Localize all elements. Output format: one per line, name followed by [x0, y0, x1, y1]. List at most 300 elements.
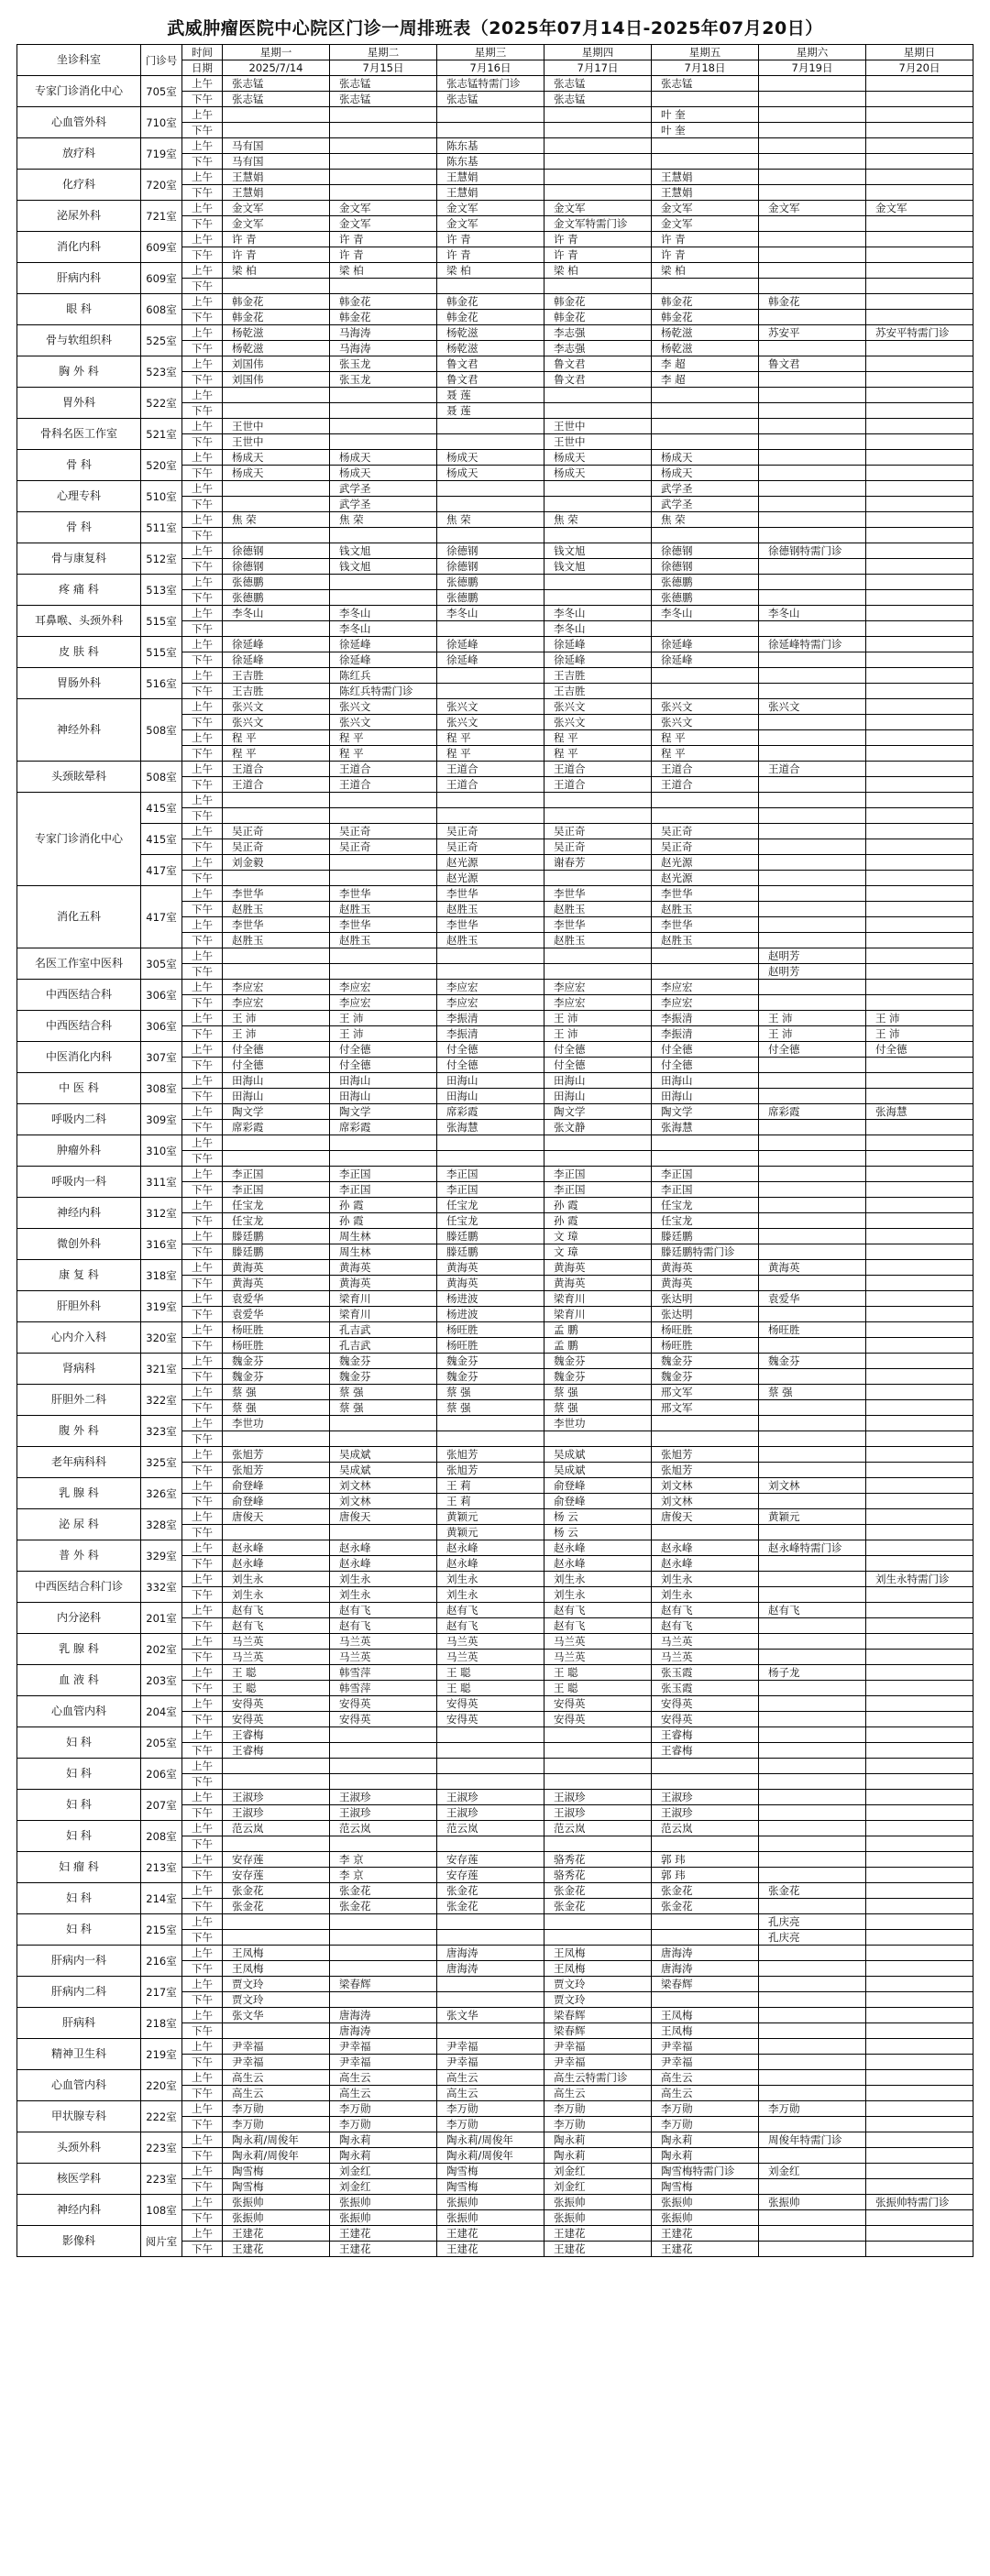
schedule-row	[17, 1198, 974, 1213]
period-label: 上午	[182, 356, 223, 372]
doctor-cell	[330, 185, 437, 201]
doctor-cell: 张海慧	[652, 1120, 759, 1135]
doctor-cell: 程 平	[544, 746, 652, 762]
doctor-cell: 杨成天	[437, 466, 544, 481]
doctor-cell	[223, 964, 330, 980]
doctor-cell: 俞登峰	[223, 1494, 330, 1509]
doctor-cell: 韩金花	[223, 310, 330, 325]
room-number: 217室	[141, 1977, 182, 2008]
schedule-row	[17, 1572, 974, 1587]
doctor-cell: 王世中	[544, 419, 652, 434]
doctor-cell: 王建花	[330, 2226, 437, 2242]
doctor-cell: 金文军特需门诊	[544, 216, 652, 232]
doctor-cell: 李世华	[223, 917, 330, 933]
doctor-cell: 王建花	[437, 2226, 544, 2242]
doctor-cell: 陈东基	[437, 154, 544, 170]
doctor-cell: 马兰英	[437, 1634, 544, 1650]
doctor-cell	[759, 1167, 866, 1182]
period-label: 下午	[182, 154, 223, 170]
room-number: 512室	[141, 543, 182, 575]
doctor-cell	[759, 2023, 866, 2039]
doctor-cell: 韩金花	[330, 310, 437, 325]
doctor-cell: 马兰英	[330, 1634, 437, 1650]
doctor-cell: 唐海涛	[652, 1946, 759, 1961]
department-name: 康 复 科	[17, 1260, 141, 1291]
doctor-cell: 王睿梅	[223, 1727, 330, 1743]
doctor-cell	[652, 138, 759, 154]
schedule-row	[17, 2008, 974, 2023]
doctor-cell	[866, 1478, 974, 1494]
doctor-cell	[330, 388, 437, 403]
period-label: 上午	[182, 1821, 223, 1836]
doctor-cell: 王睿梅	[223, 1743, 330, 1759]
doctor-cell	[866, 808, 974, 824]
doctor-cell	[866, 341, 974, 356]
doctor-cell: 唐俊天	[223, 1509, 330, 1525]
period-label: 下午	[182, 1182, 223, 1198]
schedule-row	[17, 2132, 974, 2148]
doctor-cell: 徐德钢	[652, 543, 759, 559]
doctor-cell: 韩金花	[544, 310, 652, 325]
doctor-cell: 魏金芬	[437, 1369, 544, 1385]
doctor-cell: 韩金花	[223, 294, 330, 310]
doctor-cell: 李万勋	[544, 2117, 652, 2132]
doctor-cell: 张振帅	[330, 2210, 437, 2226]
doctor-cell: 王 沛	[223, 1026, 330, 1042]
doctor-cell	[759, 746, 866, 762]
period-label: 上午	[182, 481, 223, 497]
doctor-cell: 安得英	[223, 1712, 330, 1727]
doctor-cell: 张兴文	[223, 699, 330, 715]
doctor-cell	[759, 2039, 866, 2055]
header-department: 坐诊科室	[17, 45, 141, 76]
period-label: 下午	[182, 1992, 223, 2008]
room-number: 108室	[141, 2195, 182, 2226]
doctor-cell: 王 沛	[544, 1011, 652, 1026]
doctor-cell: 金文军	[330, 201, 437, 216]
doctor-cell	[866, 1696, 974, 1712]
doctor-cell: 张旭芳	[437, 1447, 544, 1463]
doctor-cell: 张兴文	[330, 699, 437, 715]
doctor-cell	[866, 2070, 974, 2086]
doctor-cell	[866, 92, 974, 107]
doctor-cell: 贾文玲	[544, 1977, 652, 1992]
doctor-cell	[759, 1572, 866, 1587]
period-label: 下午	[182, 1369, 223, 1385]
doctor-cell: 张旭芳	[437, 1463, 544, 1478]
doctor-cell: 骆秀花	[544, 1852, 652, 1868]
doctor-cell: 蔡 强	[437, 1385, 544, 1400]
department-name: 肿瘤外科	[17, 1135, 141, 1167]
header-row-days	[17, 45, 974, 60]
doctor-cell: 孙 霞	[330, 1198, 437, 1213]
doctor-cell: 张玉霞	[652, 1681, 759, 1696]
doctor-cell: 李应宏	[330, 995, 437, 1011]
doctor-cell	[759, 1836, 866, 1852]
doctor-cell: 王道合	[759, 762, 866, 777]
doctor-cell: 魏金芬	[652, 1369, 759, 1385]
doctor-cell	[759, 1213, 866, 1229]
doctor-cell: 刘生永	[437, 1572, 544, 1587]
doctor-cell	[866, 1494, 974, 1509]
doctor-cell	[866, 917, 974, 933]
period-label: 下午	[182, 1650, 223, 1665]
period-label: 下午	[182, 2148, 223, 2164]
doctor-cell	[330, 434, 437, 450]
doctor-cell	[223, 948, 330, 964]
doctor-cell: 蔡 强	[223, 1385, 330, 1400]
doctor-cell	[437, 1727, 544, 1743]
period-label: 上午	[182, 1759, 223, 1774]
room-number: 329室	[141, 1540, 182, 1572]
doctor-cell: 陶永莉/周俊年	[437, 2132, 544, 2148]
doctor-cell: 黄颖元	[437, 1509, 544, 1525]
period-label: 上午	[182, 1696, 223, 1712]
doctor-cell	[866, 2039, 974, 2055]
doctor-cell	[544, 808, 652, 824]
doctor-cell: 张志锰	[544, 92, 652, 107]
doctor-cell: 付全德	[223, 1058, 330, 1073]
doctor-cell: 刘文林	[759, 1478, 866, 1494]
doctor-cell: 武学圣	[652, 481, 759, 497]
department-name: 肝病内一科	[17, 1946, 141, 1977]
room-number: 417室	[141, 855, 182, 886]
doctor-cell: 王淑珍	[652, 1805, 759, 1821]
doctor-cell	[866, 216, 974, 232]
period-label: 下午	[182, 995, 223, 1011]
doctor-cell	[759, 2070, 866, 2086]
doctor-cell	[866, 2164, 974, 2179]
doctor-cell	[759, 279, 866, 294]
doctor-cell	[866, 2210, 974, 2226]
doctor-cell	[866, 2101, 974, 2117]
doctor-cell	[330, 1961, 437, 1977]
doctor-cell	[223, 1914, 330, 1930]
doctor-cell	[866, 466, 974, 481]
doctor-cell: 张振帅	[437, 2195, 544, 2210]
period-label: 下午	[182, 652, 223, 668]
doctor-cell	[223, 481, 330, 497]
doctor-cell: 程 平	[437, 746, 544, 762]
doctor-cell: 安得英	[223, 1696, 330, 1712]
department-name: 放疗科	[17, 138, 141, 170]
doctor-cell: 王建花	[652, 2226, 759, 2242]
doctor-cell: 唐海涛	[652, 1961, 759, 1977]
doctor-cell	[866, 232, 974, 247]
doctor-cell	[544, 1431, 652, 1447]
doctor-cell: 张振帅	[544, 2195, 652, 2210]
doctor-cell	[759, 777, 866, 793]
doctor-cell	[759, 1447, 866, 1463]
doctor-cell	[866, 1618, 974, 1634]
doctor-cell: 杨旺胜	[759, 1322, 866, 1338]
doctor-cell: 张金花	[652, 1883, 759, 1899]
doctor-cell	[759, 92, 866, 107]
doctor-cell	[759, 1992, 866, 2008]
schedule-row	[17, 1914, 974, 1930]
period-label: 下午	[182, 528, 223, 543]
doctor-cell	[866, 419, 974, 434]
doctor-cell	[866, 855, 974, 871]
doctor-cell: 陶雪梅	[223, 2164, 330, 2179]
doctor-cell	[866, 1587, 974, 1603]
doctor-cell	[866, 699, 974, 715]
doctor-cell: 田海山	[544, 1089, 652, 1104]
doctor-cell: 陶文学	[330, 1104, 437, 1120]
doctor-cell: 赵胜玉	[652, 902, 759, 917]
doctor-cell: 李世功	[223, 1416, 330, 1431]
doctor-cell	[866, 1992, 974, 2008]
schedule-row	[17, 1011, 974, 1026]
doctor-cell: 王 沛	[759, 1011, 866, 1026]
doctor-cell: 孟 鹏	[544, 1322, 652, 1338]
doctor-cell	[759, 1182, 866, 1198]
period-label: 上午	[182, 2226, 223, 2242]
period-label: 下午	[182, 1494, 223, 1509]
period-label: 下午	[182, 1712, 223, 1727]
doctor-cell: 李万勋	[652, 2101, 759, 2117]
doctor-cell	[759, 1089, 866, 1104]
doctor-cell: 李冬山	[544, 606, 652, 621]
doctor-cell: 李世华	[330, 917, 437, 933]
doctor-cell: 任宝龙	[223, 1213, 330, 1229]
doctor-cell	[866, 1229, 974, 1244]
doctor-cell	[759, 263, 866, 279]
doctor-cell: 李冬山	[759, 606, 866, 621]
doctor-cell	[759, 2179, 866, 2195]
doctor-cell: 李冬山	[223, 606, 330, 621]
period-label: 下午	[182, 466, 223, 481]
doctor-cell: 席彩霞	[437, 1104, 544, 1120]
department-name: 泌 尿 科	[17, 1509, 141, 1540]
doctor-cell: 张德鹏	[437, 575, 544, 590]
doctor-cell	[759, 528, 866, 543]
room-number: 318室	[141, 1260, 182, 1291]
doctor-cell: 王道合	[330, 777, 437, 793]
room-number: 307室	[141, 1042, 182, 1073]
doctor-cell	[759, 902, 866, 917]
doctor-cell: 马兰英	[652, 1650, 759, 1665]
doctor-cell	[759, 403, 866, 419]
period-label: 下午	[182, 1587, 223, 1603]
doctor-cell	[866, 1307, 974, 1322]
period-label: 下午	[182, 2117, 223, 2132]
department-name: 妇 科	[17, 1727, 141, 1759]
doctor-cell	[866, 746, 974, 762]
doctor-cell	[759, 1759, 866, 1774]
schedule-row	[17, 1634, 974, 1650]
doctor-cell: 陈东基	[437, 138, 544, 154]
doctor-cell: 赵永峰	[437, 1556, 544, 1572]
doctor-cell	[866, 1540, 974, 1556]
department-name: 心理专科	[17, 481, 141, 512]
doctor-cell	[759, 154, 866, 170]
doctor-cell: 魏金芬	[437, 1354, 544, 1369]
doctor-cell	[437, 1743, 544, 1759]
schedule-row	[17, 481, 974, 497]
doctor-cell	[866, 575, 974, 590]
doctor-cell: 杨旺胜	[223, 1322, 330, 1338]
doctor-cell: 唐海涛	[330, 2023, 437, 2039]
doctor-cell: 陶雪梅	[437, 2179, 544, 2195]
doctor-cell: 付全德	[437, 1058, 544, 1073]
doctor-cell	[544, 1727, 652, 1743]
doctor-cell: 赵胜玉	[330, 902, 437, 917]
doctor-cell: 范云岚	[223, 1821, 330, 1836]
doctor-cell: 金文军	[330, 216, 437, 232]
doctor-cell	[652, 948, 759, 964]
period-label: 上午	[182, 232, 223, 247]
schedule-row	[17, 1665, 974, 1681]
doctor-cell: 张文静	[544, 1120, 652, 1135]
doctor-cell	[330, 948, 437, 964]
doctor-cell: 韩金花	[330, 294, 437, 310]
doctor-cell: 徐延峰	[330, 652, 437, 668]
doctor-cell: 张文华	[437, 2008, 544, 2023]
doctor-cell: 袁爱华	[223, 1291, 330, 1307]
doctor-cell: 王慧娟	[437, 185, 544, 201]
doctor-cell: 张金花	[544, 1899, 652, 1914]
doctor-cell: 刘金红	[544, 2179, 652, 2195]
department-name: 心内介入科	[17, 1322, 141, 1354]
doctor-cell: 滕廷鹏	[437, 1244, 544, 1260]
doctor-cell: 蔡 强	[223, 1400, 330, 1416]
schedule-row	[17, 450, 974, 466]
department-name: 影像科	[17, 2226, 141, 2257]
doctor-cell: 赵胜玉	[437, 902, 544, 917]
doctor-cell	[223, 528, 330, 543]
schedule-row	[17, 1977, 974, 1992]
doctor-cell	[437, 1914, 544, 1930]
period-label: 下午	[182, 1400, 223, 1416]
doctor-cell: 李应宏	[544, 995, 652, 1011]
room-number: 319室	[141, 1291, 182, 1322]
period-label: 上午	[182, 1260, 223, 1276]
doctor-cell	[652, 1992, 759, 2008]
doctor-cell: 马兰英	[437, 1650, 544, 1665]
doctor-cell: 徐延峰	[223, 637, 330, 652]
schedule-row	[17, 294, 974, 310]
doctor-cell	[866, 279, 974, 294]
doctor-cell	[544, 590, 652, 606]
doctor-cell	[759, 1135, 866, 1151]
doctor-cell: 王 聪	[544, 1681, 652, 1696]
doctor-cell: 马兰英	[223, 1634, 330, 1650]
doctor-cell: 黄海英	[652, 1276, 759, 1291]
doctor-cell: 杨乾滋	[437, 325, 544, 341]
schedule-row	[17, 1696, 974, 1712]
doctor-cell	[866, 1836, 974, 1852]
doctor-cell: 马有国	[223, 138, 330, 154]
doctor-cell	[544, 1151, 652, 1167]
doctor-cell: 陶永莉	[544, 2148, 652, 2164]
schedule-row	[17, 637, 974, 652]
doctor-cell: 付全德	[759, 1042, 866, 1058]
doctor-cell: 李正国	[223, 1167, 330, 1182]
doctor-cell	[759, 2008, 866, 2023]
period-label: 下午	[182, 2055, 223, 2070]
doctor-cell: 李正国	[330, 1182, 437, 1198]
doctor-cell	[437, 1930, 544, 1946]
doctor-cell	[759, 1244, 866, 1260]
doctor-cell: 李万勋	[437, 2101, 544, 2117]
doctor-cell	[759, 1338, 866, 1354]
room-number: 阅片室	[141, 2226, 182, 2257]
doctor-cell: 刘生永特需门诊	[866, 1572, 974, 1587]
doctor-cell: 席彩霞	[223, 1120, 330, 1135]
department-name: 妇 科	[17, 1759, 141, 1790]
doctor-cell	[866, 76, 974, 92]
doctor-cell	[544, 1930, 652, 1946]
period-label: 上午	[182, 1727, 223, 1743]
doctor-cell: 李 超	[652, 356, 759, 372]
doctor-cell: 张德鹏	[652, 575, 759, 590]
schedule-row	[17, 1042, 974, 1058]
doctor-cell: 程 平	[652, 746, 759, 762]
doctor-cell	[759, 1774, 866, 1790]
doctor-cell: 许 青	[652, 232, 759, 247]
doctor-cell: 徐延峰	[544, 652, 652, 668]
doctor-cell: 滕廷鹏	[223, 1244, 330, 1260]
schedule-row	[17, 1603, 974, 1618]
doctor-cell	[330, 403, 437, 419]
doctor-cell: 孔吉武	[330, 1338, 437, 1354]
department-name: 乳 腺 科	[17, 1634, 141, 1665]
doctor-cell: 吴正奇	[330, 824, 437, 839]
doctor-cell: 许 青	[437, 232, 544, 247]
doctor-cell: 张志锰	[223, 92, 330, 107]
doctor-cell: 李世华	[437, 917, 544, 933]
schedule-row	[17, 1790, 974, 1805]
doctor-cell: 王 沛	[759, 1026, 866, 1042]
doctor-cell: 王吉胜	[544, 668, 652, 684]
department-name: 中医消化内科	[17, 1042, 141, 1073]
doctor-cell: 陶雪梅	[223, 2179, 330, 2195]
schedule-row	[17, 1229, 974, 1244]
doctor-cell: 金文军	[223, 201, 330, 216]
room-number: 516室	[141, 668, 182, 699]
period-label: 下午	[182, 1463, 223, 1478]
schedule-row	[17, 543, 974, 559]
period-label: 下午	[182, 1930, 223, 1946]
doctor-cell: 许 青	[330, 232, 437, 247]
department-name: 乳 腺 科	[17, 1478, 141, 1509]
doctor-cell: 张志锰特需门诊	[437, 76, 544, 92]
doctor-cell	[652, 419, 759, 434]
doctor-cell: 李冬山	[330, 606, 437, 621]
doctor-cell	[866, 606, 974, 621]
department-name: 心血管内科	[17, 1696, 141, 1727]
doctor-cell: 赵明芳	[759, 948, 866, 964]
doctor-cell	[544, 1135, 652, 1151]
doctor-cell: 张玉龙	[330, 356, 437, 372]
department-name: 骨 科	[17, 512, 141, 543]
doctor-cell: 尹幸福	[330, 2055, 437, 2070]
schedule-row	[17, 76, 974, 92]
doctor-cell: 金文军	[223, 216, 330, 232]
doctor-cell	[544, 388, 652, 403]
doctor-cell: 魏金芬	[652, 1354, 759, 1369]
doctor-cell	[652, 1416, 759, 1431]
doctor-cell	[759, 1587, 866, 1603]
department-name: 泌尿外科	[17, 201, 141, 232]
doctor-cell: 黄海英	[544, 1276, 652, 1291]
period-label: 上午	[182, 793, 223, 808]
doctor-cell: 杨进波	[437, 1307, 544, 1322]
schedule-row	[17, 1883, 974, 1899]
doctor-cell	[544, 793, 652, 808]
doctor-cell	[652, 279, 759, 294]
